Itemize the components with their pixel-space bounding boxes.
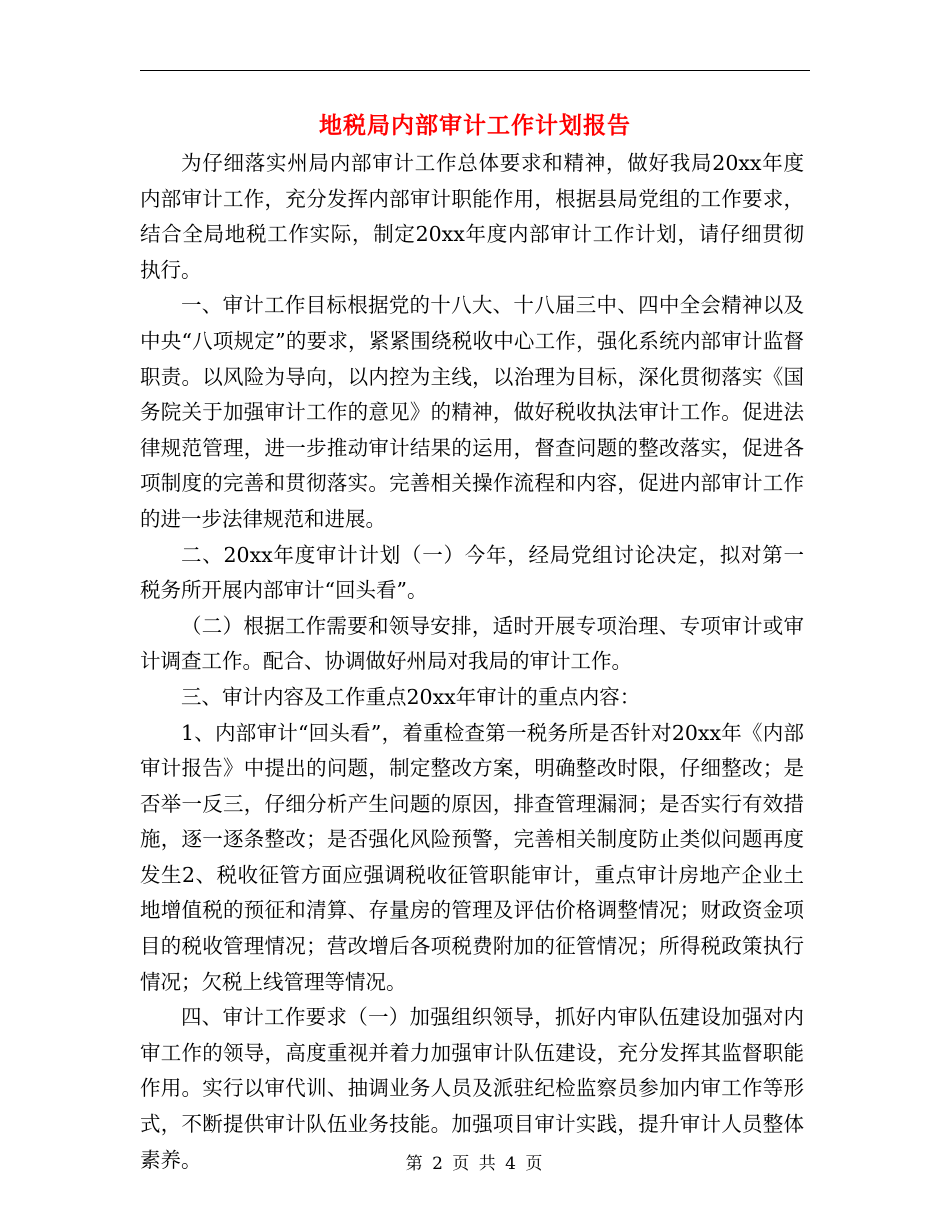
paragraph-section-2: 二、20xx年度审计计划（一）今年，经局党组讨论决定，拟对第一税务所开展内部审计“回头看”。 — [140, 542, 804, 603]
header-rule — [140, 70, 810, 71]
paragraph-section-3: 三、审计内容及工作重点20xx年审计的重点内容： — [181, 684, 641, 709]
paragraph-section-1: 一、审计工作目标根据党的十八大、十八届三中、四中全会精神以及中央“八项规定”的要求，紧紧围绕税收中心工作，强化系统内部审计监督职责。以风险为导向，以内控为主线，以治理为目标，深化贯彻落实《国务院关于加强审计工作的意见》的精神，做好税收执法审计工作。促进法律规范管理，进一步推动审计结果的运用，督查问题的整改落实，促进各项制度的完善和贯彻落实。完善相关操作流程和内容，促进内部审计工作的进一步法律规范和进展。 — [140, 293, 804, 531]
paragraph-section-2-sub: （二）根据工作需要和领导安排，适时开展专项治理、专项审计或审计调查工作。配合、协调做好州局对我局的审计工作。 — [140, 613, 804, 674]
document-body — [140, 146, 804, 1178]
paragraph-section-3-items: 1、内部审计“回头看”，着重检查第一税务所是否针对20xx年《内部审计报告》中提出的问题，制定整改方案，明确整改时限，仔细整改；是否举一反三，仔细分析产生问题的原因，排查管理漏洞；是否实行有效措施，逐一逐条整改；是否强化风险预警，完善相关制度防止类似问题再度发生2、税收征管方面应强调税收征管职能审计，重点审计房地产企业土地增值税的预征和清算、存量房的管理及评估价格调整情况；财政资金项目的税收管理情况；营改增后各项税费附加的征管情况；所得税政策执行情况；欠税上线管理等情况。 — [140, 720, 804, 994]
page-number-footer: 第 2 页 共 4 页 — [405, 1154, 545, 1174]
paragraph-section-4: 四、审计工作要求（一）加强组织领导，抓好内审队伍建设加强对内审工作的领导，高度重视并着力加强审计队伍建设，充分发挥其监督职能作用。实行以审代训、抽调业务人员及派驻纪检监察员参加内审工作等形式，不断提供审计队伍业务技能。加强项目审计实践，提升审计人员整体素养。 — [140, 1005, 804, 1172]
document-title: 地税局内部审计工作计划报告 — [319, 112, 631, 139]
paragraph-intro: 为仔细落实州局内部审计工作总体要求和精神，做好我局20xx年度内部审计工作，充分发挥内部审计职能作用，根据县局党组的工作要求，结合全局地税工作实际，制定20xx年度内部审计工作计划，请仔细贯彻执行。 — [140, 151, 804, 282]
